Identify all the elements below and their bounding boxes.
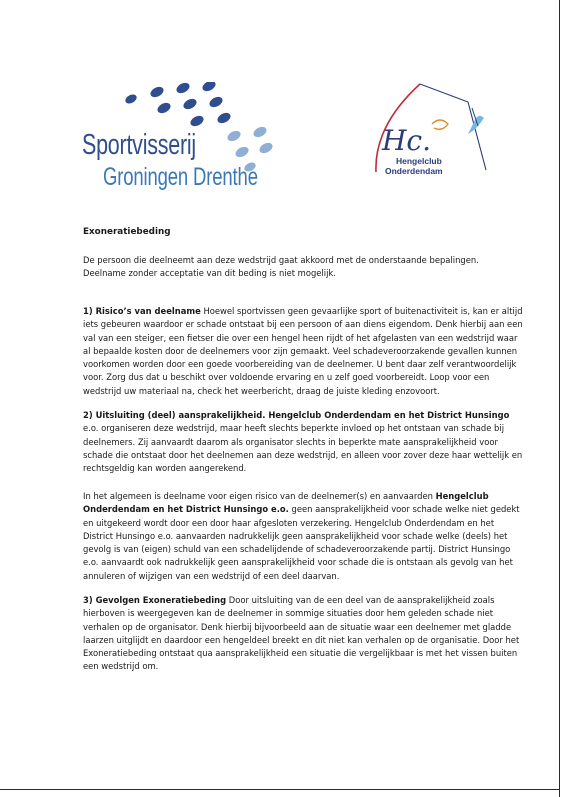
intro-paragraph: De persoon die deelneemt aan deze wedstrijd gaat akkoord met de onderstaande bepalingen. Deelname zonder acceptatie van dit beding is niet mogelijk.	[83, 255, 479, 279]
page-bottom-line	[0, 789, 560, 790]
section-risks-heading: 1) Risico’s van deelname	[83, 306, 201, 316]
sportvisserij-logo	[78, 82, 288, 197]
section-risks-body: Hoewel sportvissen geen gevaarlijke sport of buitenactiviteit is, kan er altijd iets gebeuren waardoor er schade ontstaat bij een persoon of aan diens eigendom. Denk hierbij aan een val van een steiger, een fietser die over een hengel heen rijdt of het afgelasten van een wedstrijd waar al bepaalde kosten door de deelnemers voor zijn gemaakt. Veel schadeveroorzakende gevallen kunnen voorkomen worden door een goede voorbereiding van de deelnemer. U bent daar zelf verantwoordelijk voor. Zorg dus dat u beschikt over voldoende ervaring en u zelf goed voorbereidt. Loop voor een wedstrijd uw materiaal na, check het weerbericht, draag de juiste kleding enzovoort.	[83, 306, 523, 396]
section-general-after: geen aansprakelijkheid voor schade welke niet gedekt en uitgekeerd wordt door een door haar afgesloten verzekering. Hengelclub Onderdendam en het District Hunsingo e.o. aanvaarden nadrukkelijk geen aansprakelijkheid voor schade welke (deels) het gevolg is van (eigen) schuld van een schadelijdende of schadeveroorzakende partij. District Hunsingo e.o. aanvaardt ook nadrukkelijk geen aansprakelijkheid voor schade die is ontstaan als gevolg van het annuleren of wijzigen van een wedstrijd of een deel daarvan.	[83, 504, 520, 581]
logo-club-line1: Hengelclub	[396, 156, 442, 166]
section-liability	[83, 409, 523, 475]
document-title: Exoneratiebeding	[83, 227, 171, 237]
section-liability-body: e.o. organiseren deze wedstrijd, maar heeft slechts beperkte invloed op het ontstaan van schade bij deelnemers. Zij aanvaardt daarom als organisator slechts in beperkte mate aansprakelijkheid voor schade die ontstaat door het deelnemen aan deze wedstrijd, en alleen voor zover deze haar wettelijk en rechtsgeldig kan worden aangerekend.	[83, 423, 523, 474]
section-consequences-heading: 3) Gevolgen Exoneratiebeding	[83, 595, 227, 605]
section-general-bold: Hengelclub Onderdendam en het District Hunsingo e.o.	[83, 491, 489, 515]
logo-brand-line1: Sportvisserij	[82, 129, 196, 161]
section-risks	[83, 305, 523, 398]
section-consequences-body: Door uitsluiting van de een deel van de aansprakelijkheid zoals hierboven is weergegeven kan de deelnemer in sommige situaties door hem geleden schade niet verhalen op de organisator. Denk hierbij bijvoorbeeld aan de situatie waar een deelnemer met gladde laarzen uitglijdt en daardoor een hengeldeel breekt en dit niet kan verhalen op de organisatie. Door het Exoneratiebeding ontstaat qua aansprakelijkheid een situatie die vergelijkbaar is met het vissen buiten een wedstrijd om.	[83, 595, 520, 672]
section-general-before: In het algemeen is deelname voor eigen risico van de deelnemer(s) en aanvaarden	[83, 491, 436, 501]
logo-club-line2: Onderdendam	[385, 166, 443, 176]
section-consequences	[83, 594, 523, 674]
logo-mark: Hc.	[382, 124, 431, 157]
hengelclub-logo	[368, 68, 493, 193]
section-liability-heading: 2) Uitsluiting (deel) aansprakelijkheid. Hengelclub Onderdendam en het District Hunsingo	[83, 410, 510, 420]
section-general	[83, 490, 523, 583]
page-edge-line	[559, 0, 560, 797]
logo-brand-line2: Groningen Drenthe	[103, 163, 258, 191]
